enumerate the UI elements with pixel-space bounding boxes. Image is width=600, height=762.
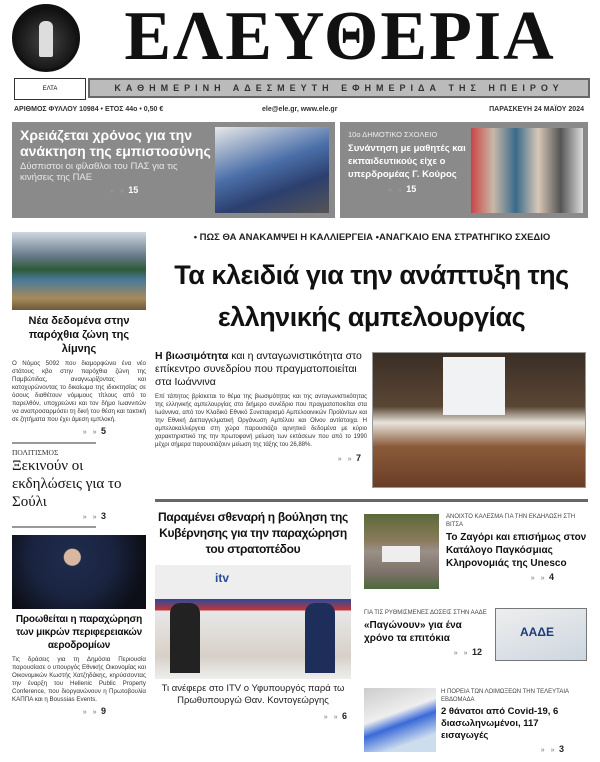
kicker: 10ο ΔΗΜΟΤΙΚΟ ΣΧΟΛΕΙΟ <box>348 130 438 139</box>
zagori-photo <box>364 514 439 589</box>
center-column <box>155 509 351 723</box>
page-ref[interactable]: » » 6 <box>323 711 347 721</box>
page-ref[interactable]: » » 5 <box>82 426 106 436</box>
divider <box>155 499 588 502</box>
newspaper-logo <box>12 4 80 72</box>
center-caption: Τι ανέφερε στο ITV ο Υφυπουργός παρά τω Πρωθυπουργώ Θαν. Κοντογεώργης <box>161 683 345 706</box>
right-headline-1[interactable]: Το Ζαγόρι και επισήμως στον Κατάλογο Παγκόσμιας Κληρονομιάς της Unesco <box>446 532 587 569</box>
aade-photo <box>495 608 587 661</box>
divider <box>12 526 96 528</box>
left-kicker-2: ΠΟΛΙΤΙΣΜΟΣ <box>12 448 59 457</box>
issue-date: ΠΑΡΑΣΚΕΥΗ 24 ΜΑΪΟΥ 2024 <box>489 106 584 113</box>
page-ref[interactable]: » » 15 <box>110 185 139 195</box>
lake-photo <box>12 232 146 310</box>
right-headline-2[interactable]: «Παγώνουν» για ένα χρόνο τα επιτόκια <box>364 620 462 644</box>
top-story-2[interactable] <box>340 122 588 218</box>
event-photo <box>471 128 583 213</box>
football-photo <box>215 127 329 213</box>
lead-subheadline: Η βιωσιμότητα και η ανταγωνιστικότητα στο επίκεντρο συνεδρίου που πραγματοποιείται στα Ιωάννινα <box>155 350 362 388</box>
page-ref[interactable]: » » 15 <box>388 184 417 194</box>
page-ref[interactable]: » » 12 <box>453 647 482 657</box>
left-headline-1[interactable]: Νέα δεδομένα στην παρόχθια ζώνη της λίμνης <box>28 315 130 355</box>
lead-body: Επί τάπητος βρίσκεται το θέμα της βιωσιμότητας και της ανταγωνιστικότητας της ελληνικής αμπελουργίας στο διήμερο συνέδριο που πραγματοποιείται στα Ιωάννινα, από τον Κλαδικό Εθνικό Συνεταιρισμό Αμπελοοινικών Προϊόντων και την Εθνική Διεπαγγελματική Οργάνωση Αμπέλου και Οίνου αντίστοιχα. Η αμπελοκαλλιέργεια στη χώρα παρουσιάζει αρνητικά δεδομένα με κύριο χαρακτηριστικό της την πρωτοφανή μείωση των εκτάσεων που από το 1990 μέχρι σήμερα παρουσιάζουν μείωση της τάξης του 26,88%. <box>155 394 367 448</box>
masthead-subtitle: ΚΑΘΗΜΕΡΙΝΗ ΑΔΕΣΜΕΥΤΗ ΕΦΗΜΕΡΙΔΑ ΤΗΣ ΗΠΕΙΡΟΥ <box>88 78 590 98</box>
elta-badge: ΕΛΤΑ <box>42 86 58 92</box>
page-ref[interactable]: » » 3 <box>82 511 106 521</box>
aade-logo: ΑΑΔΕ <box>520 625 554 639</box>
lead-kicker: • ΠΩΣ ΘΑ ΑΝΑΚΑΜΨΕΙ Η ΚΑΛΛΙΕΡΓΕΙΑ •ΑΝΑΓΚΑΙΟ ΕΝΑ ΣΤΡΑΤΗΓΙΚΟ ΣΧΕΔΙΟ <box>193 232 551 243</box>
projection-screen <box>443 357 505 415</box>
right-item-3 <box>441 688 588 756</box>
host-figure <box>170 603 200 673</box>
itv-logo: itv <box>215 571 230 585</box>
left-headline-3[interactable]: Προωθείται η παραχώρηση των μικρών περιφερειακών αεροδρομίων <box>15 614 143 651</box>
headline: Συνάντηση με μαθητές και εκπαιδευτικούς είχε ο υπερδρομέας Γ. Κούρος <box>348 143 466 180</box>
guest-figure <box>305 603 335 673</box>
masthead-title: ΕΛΕΥΘΕΡΙΑ <box>124 0 556 75</box>
right-headline-3[interactable]: 2 θάνατοι από Covid-19, 6 διασωληνωμένοι, 117 εισαγωγές <box>441 706 559 741</box>
left-body-3: Τις δράσεις για τη Δημόσια Περιουσία παρουσίασε ο υπουργός Εθνικής Οικονομίας και Οικονομικών Κωστής Χατζηδάκης, κηρύσσοντας την έναρξη του Hellenic Public Property Conference, που διοργανώνουν η Πρωτοβουλία ΚΑΠΠΑ και η Boussias Events. <box>12 656 146 703</box>
lead-subheadline-bold: Η βιωσιμότητα <box>155 350 229 362</box>
issue-info: ΑΡΙΘΜΟΣ ΦΥΛΛΟΥ 10984 • ΕΤΟΣ 44ο • 0,50 € <box>14 106 164 113</box>
left-column <box>12 232 146 718</box>
page-ref[interactable]: » » 3 <box>540 744 564 754</box>
contact-info[interactable]: ele@ele.gr, www.ele.gr <box>262 106 338 113</box>
page-ref[interactable]: » » 7 <box>337 453 361 463</box>
conference-photo <box>372 352 586 488</box>
headline: Χρειάζεται χρόνος για την ανάκτηση της εμπιστοσύνης <box>20 127 211 159</box>
center-headline[interactable]: Παραμένει σθεναρή η βούληση της Κυβέρνησης για την παραχώρηση του στρατοπέδου <box>158 510 348 556</box>
unesco-plaque <box>382 546 420 562</box>
right-kicker-1: ΑΝΟΙΧΤΟ ΚΑΛΕΣΜΑ ΓΙΑ ΤΗΝ ΕΚΔΗΛΩΣΗ ΣΤΗ ΒΙΤΣΑ <box>446 514 576 528</box>
minister-photo <box>12 535 146 609</box>
tv-studio-photo <box>155 565 351 679</box>
top-story-1[interactable] <box>12 122 335 218</box>
right-kicker-3: Η ΠΟΡΕΙΑ ΤΩΝ ΛΟΙΜΩΞΕΩΝ ΤΗΝ ΤΕΛΕΥΤΑΙΑ ΕΒΔΟΜΑΔΑ <box>441 689 569 703</box>
right-kicker-2: ΓΙΑ ΤΙΣ ΡΥΘΜΙΣΜΕΝΕΣ ΔΟΣΕΙΣ ΣΤΗΝ ΑΑΔΕ <box>364 610 487 616</box>
page-ref[interactable]: » » 9 <box>82 706 106 716</box>
left-body-1: Ο Νόμος 5092 που διαμορφώνει ένα νέο στάτους κβο στην παρόχθια ζώνη της Παμβώτιδας, αναγνωρίζοντας και κατοχυρώνοντας το δικαίωμα της ιδιοκτησίας σε όσους διαθέτουν νόμιμους τίτλους από το παρελθόν, υποχρεώνει και τον δήμο Ιωαννιτών να αναπροσαρμόσει τη δική του θέση και τακτική σε ζητήματα που έχει άμεση εμπλοκή. <box>12 360 146 423</box>
left-headline-2[interactable]: Ξεκινούν οι εκδηλώσεις για το Σούλι <box>12 458 122 510</box>
right-item-1 <box>446 513 588 584</box>
lead-headline[interactable]: Τα κλειδιά για την ανάπτυξη της ελληνικής αμπελουργίας <box>174 260 569 332</box>
page-ref[interactable]: » » 4 <box>530 572 554 582</box>
divider <box>12 442 96 444</box>
postal-badges <box>14 78 86 100</box>
subheadline: Δύσπιστοι οι φίλαθλοι του ΠΑΣ για τις κινήσεις της ΠΑΕ <box>20 161 178 183</box>
covid-test-photo <box>364 688 436 752</box>
lead-text-column <box>155 350 367 465</box>
right-item-2 <box>364 609 492 659</box>
